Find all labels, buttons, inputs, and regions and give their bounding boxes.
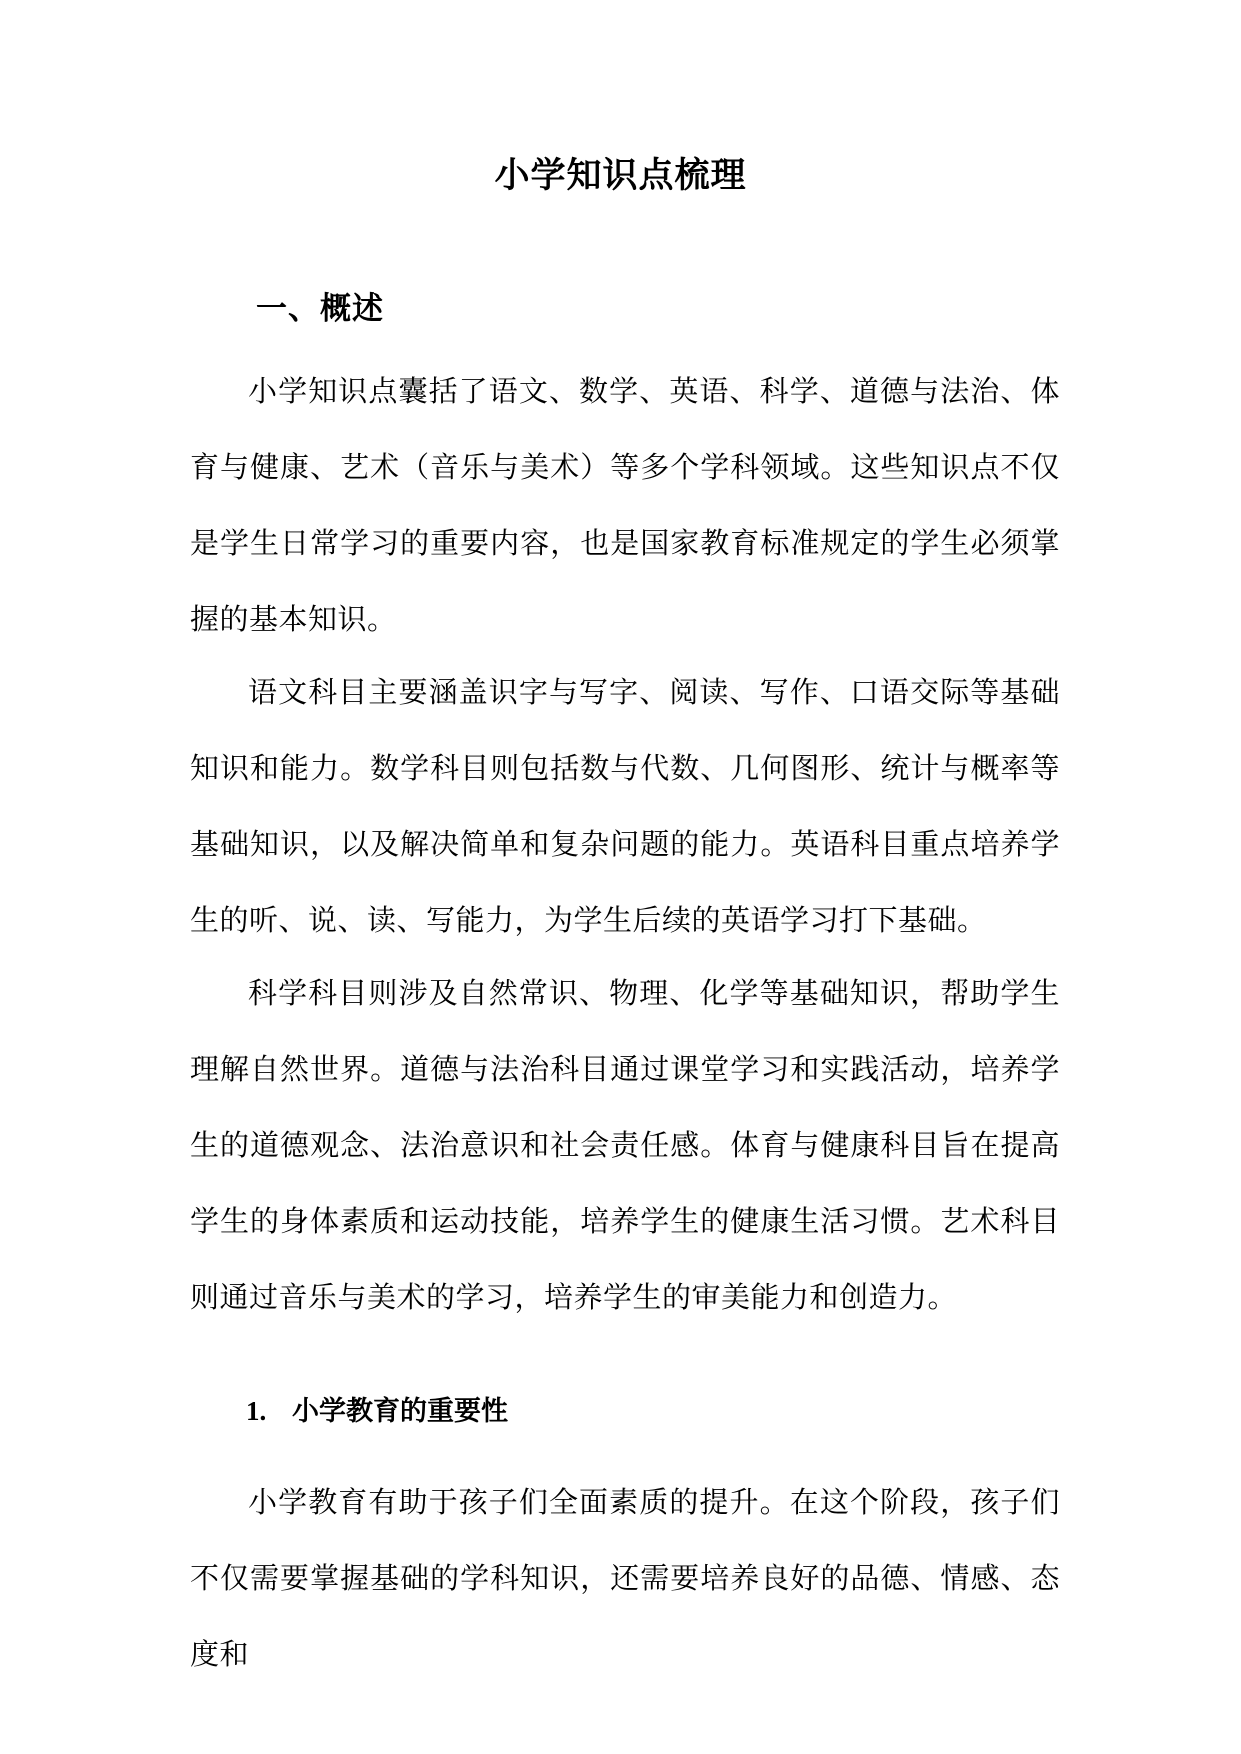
importance-paragraph: 小学教育有助于孩子们全面素质的提升。在这个阶段，孩子们不仅需要掌握基础的学科知识，还需要培养良好的品德、情感、态度和 <box>190 1485 1060 1671</box>
overview-paragraph-1: 小学知识点囊括了语文、数学、英语、科学、道德与法治、体育与健康、艺术（音乐与美术）等多个学科领域。这些知识点不仅是学生日常学习的重要内容，也是国家教育标准规定的学生必须掌握的基本知识。 <box>190 374 1060 636</box>
overview-paragraph-3: 科学科目则涉及自然常识、物理、化学等基础知识，帮助学生理解自然世界。道德与法治科目通过课堂学习和实践活动，培养学生的道德观念、法治意识和社会责任感。体育与健康科目旨在提高学生的身体素质和运动技能，培养学生的健康生活习惯。艺术科目则通过音乐与美术的学习，培养学生的审美能力和创造力。 <box>190 976 1060 1314</box>
document-title: 小学知识点梳理 <box>494 155 747 196</box>
section-heading-overview: 一、概述 <box>256 291 384 327</box>
subsection-title: 小学教育的重要性 <box>292 1396 508 1427</box>
subsection-heading-importance <box>246 1389 508 1428</box>
overview-paragraph-2: 语文科目主要涵盖识字与写字、阅读、写作、口语交际等基础知识和能力。数学科目则包括数与代数、几何图形、统计与概率等基础知识，以及解决简单和复杂问题的能力。英语科目重点培养学生的听、说、读、写能力，为学生后续的英语学习打下基础。 <box>190 675 1060 937</box>
subsection-number: 1. <box>246 1396 267 1426</box>
